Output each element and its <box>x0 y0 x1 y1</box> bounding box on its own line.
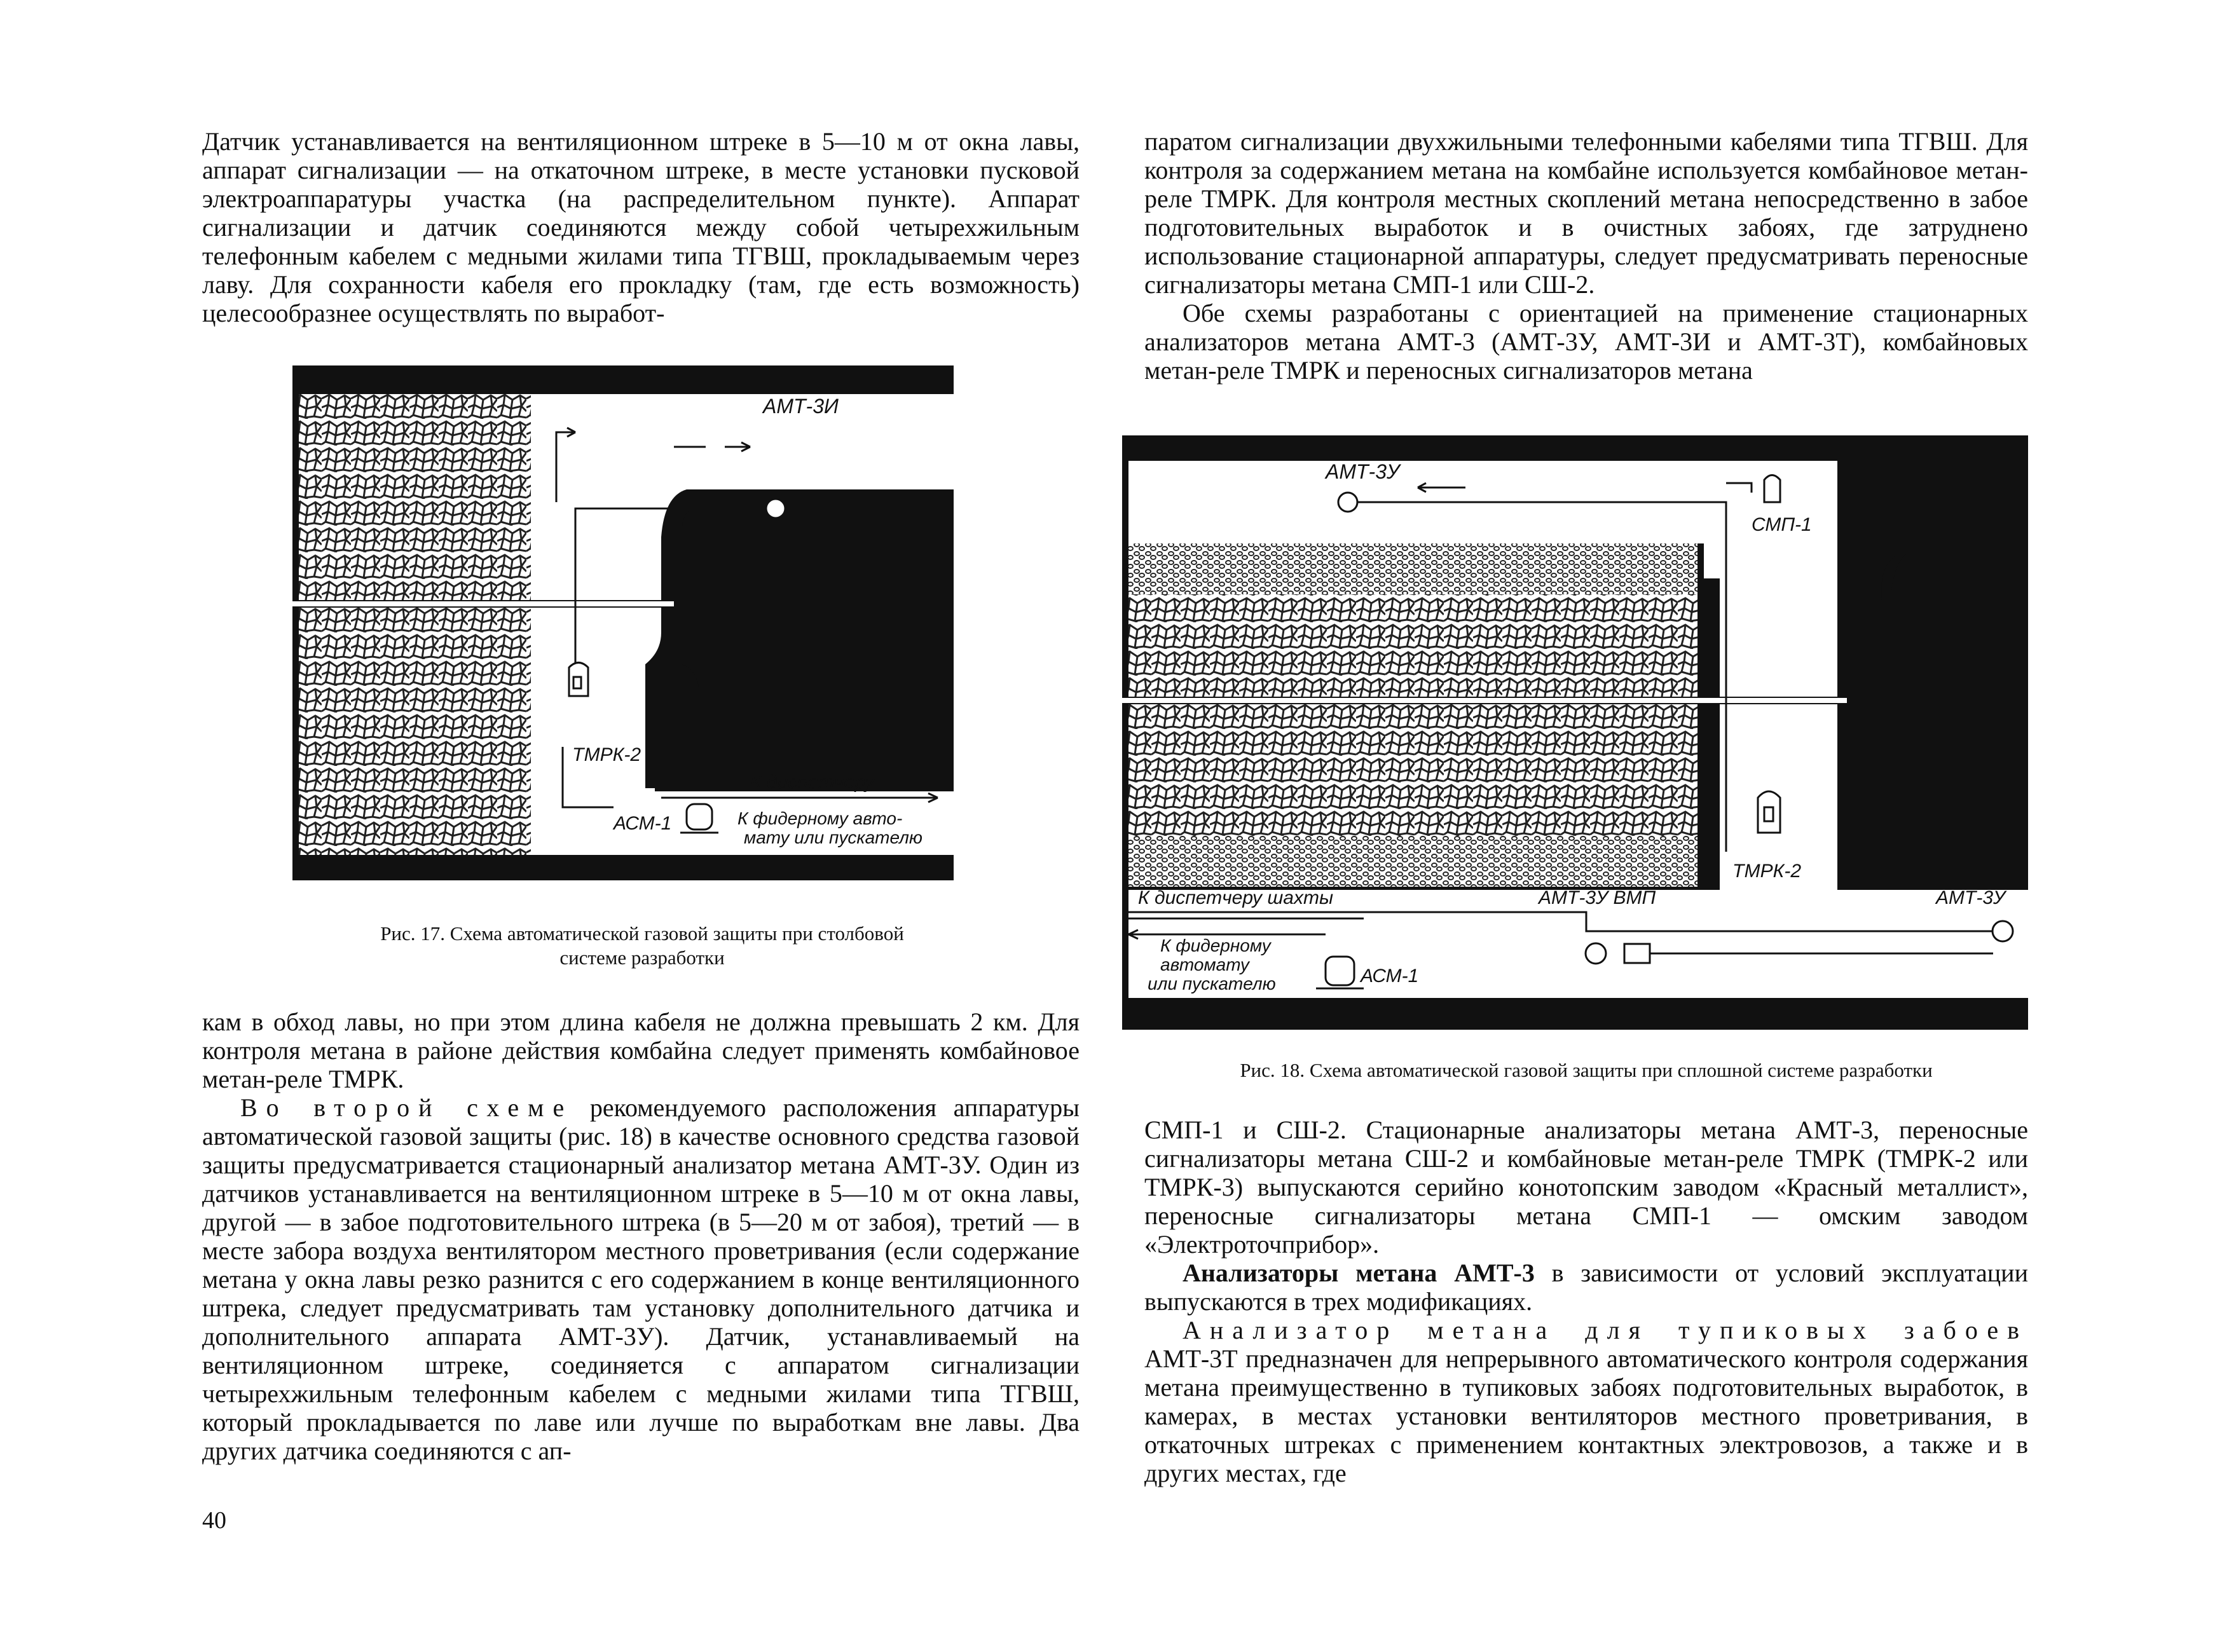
left-column-bottom <box>202 1007 1080 1465</box>
label-feeder3: или пускателю <box>1148 974 1276 993</box>
label-asm1: АСМ-1 <box>1361 966 1419 986</box>
label-dispatcher: К диспетчеру шахты <box>1138 887 1334 908</box>
label-feeder2: мату или пускателю <box>744 828 922 847</box>
paragraph: Датчик устанавливается на вентиляционном штреке в 5—10 м от окна лавы, аппарат сигнализации — на откаточном штреке, в месте установки пусковой электроаппаратуры участка (на распределительном пункте). Аппарат сигнализации и датчик соединяются между собой четырехжильным телефонным кабелем с медными жилами типа ТГВШ, прокладываемым через лаву. Для сохранности кабеля его прокладку (там, где есть возможность) целесообразнее осуществлять по выработ- <box>202 127 1080 327</box>
label-dispatcher: К диспетчеру <box>750 772 875 793</box>
right-column-top <box>1144 127 2028 385</box>
label-amt3u-vmp: АМТ-3У ВМП <box>1539 887 1656 908</box>
label-feeder1: К фидерному авто- <box>737 809 903 828</box>
paragraph: Обе схемы разработаны с ориентацией на применение стационарных анализаторов метана АМТ-3 (АМТ-3У, АМТ-3И и АМТ-3Т), комбайновых метан-реле ТМРК и переносных сигнализаторов метана <box>1144 299 2028 385</box>
left-column-top <box>202 127 1080 327</box>
paragraph: Анализаторы метана АМТ-3 в зависимости от условий эксплуатации выпускаются в трех модификациях. <box>1144 1259 2028 1316</box>
paragraph: Во второй схеме рекомендуемого расположения аппаратуры автоматической газовой защиты (рис. 18) в качестве основного средства газовой защиты предусматривается стационарный анализатор метана АМТ-3У. Один из датчиков устанавливается на вентиляционном штреке в 5—10 м от окна лавы, другой — в забое подготовительного штрека (в 5—20 м от забоя), третий — в месте забора воздуха вентилятором местного проветривания (если содержание метана у окна лавы резко разнится с его содержанием в конце вентиляционного штрека, следует предусматривать там установку дополнительного датчика и дополнительного аппарата АМТ-3У). Датчик, устанавливаемый на вентиляционном штреке, соединяется с аппаратом сигнализации четырехжильным телефонным кабелем с медными жилами типа ТГВШ, который прокладывается по лаве или лучше по выработкам вне лавы. Два других датчика соединяются с ап- <box>202 1093 1080 1465</box>
figure-18 <box>1122 435 2031 1036</box>
page-number: 40 <box>202 1507 226 1534</box>
label-asm1: АСМ-1 <box>614 813 672 834</box>
label-feeder2: автомату <box>1160 955 1249 974</box>
label-feeder1: К фидерному <box>1160 936 1271 955</box>
label-tmrk2: ТМРК-2 <box>572 744 641 765</box>
paragraph: паратом сигнализации двухжильными телефонными кабелями типа ТГВШ. Для контроля за содержанием метана на комбайне используется комбайновое метан-реле ТМРК. Для контроля местных скоплений метана непосредственно в забое подготовительных выработок и в очистных забоях, где затруднено использование стационарной аппаратуры, следует предусматривать переносные сигнализаторы метана СМП-1 или СШ-2. <box>1144 127 2028 299</box>
paragraph: кам в обход лавы, но при этом длина кабеля не должна превышать 2 км. Для контроля метана в районе действия комбайна следует применять комбайновое метан-реле ТМРК. <box>202 1007 1080 1093</box>
label-smp1: СМП-1 <box>1752 514 1812 535</box>
label-amt3i: АМТ-3И <box>763 395 839 418</box>
label-amt3u-top: АМТ-3У <box>1326 460 1400 483</box>
figure-17 <box>292 365 957 890</box>
right-column-bottom <box>1144 1116 2028 1487</box>
label-tmrk2: ТМРК-2 <box>1732 861 1802 882</box>
paragraph: СМП-1 и СШ-2. Стационарные анализаторы метана АМТ-3, переносные сигнализаторы метана СШ-2 и комбайновые метан-реле ТМРК (ТМРК-2 или ТМРК-3) выпускаются серийно конотопским заводом «Красный металлист», переносные сигнализаторы метана СМП-1 — омским заводом «Электроточприбор». <box>1144 1116 2028 1259</box>
paragraph: Анализатор метана для тупиковых забоев АМТ-3Т предназначен для непрерывного автоматического контроля содержания метана преимущественно в тупиковых забоях подготовительных выработок, в камерах, в местах установки вентиляторов местного проветривания, в откаточных штреках с применением контактных электровозов, а также и в других местах, где <box>1144 1316 2028 1487</box>
figure-17-caption: Рис. 17. Схема автоматической газовой защиты при столбовой системе разработки <box>380 922 904 969</box>
label-amt3u-right: АМТ-3У <box>1936 887 2006 908</box>
figure-18-caption: Рис. 18. Схема автоматической газовой защиты при сплошной системе разработки <box>1240 1059 1933 1081</box>
